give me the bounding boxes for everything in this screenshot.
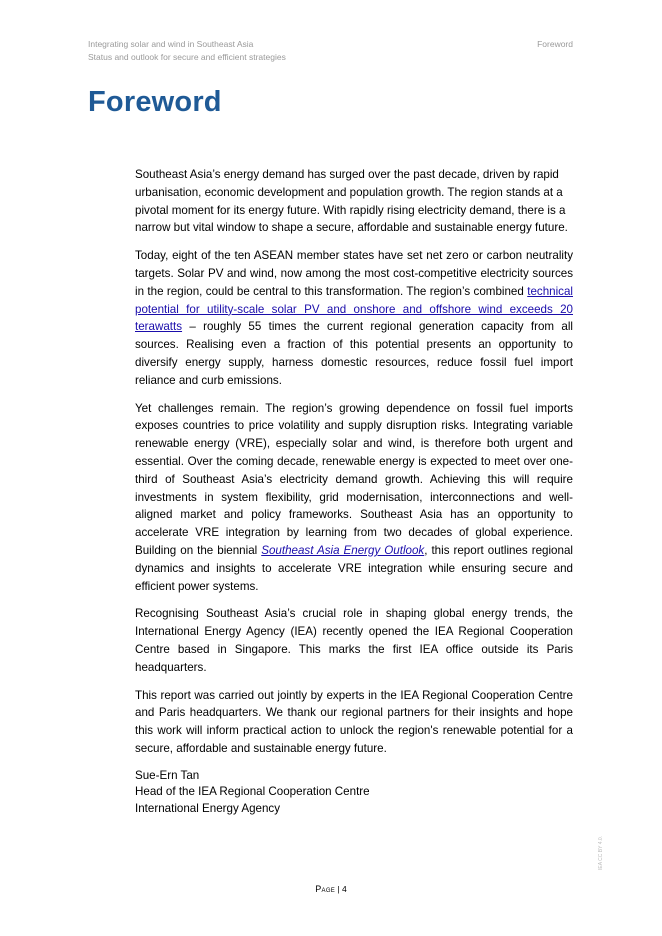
license-note: IEA CC BY 4.0.: [598, 835, 604, 870]
signature-org: International Energy Agency: [135, 801, 281, 815]
paragraph-3: [135, 400, 573, 596]
sea-energy-outlook-link[interactable]: Southeast Asia Energy Outlook: [261, 543, 425, 557]
paragraph-4: Recognising Southeast Asia’s crucial role in shaping global energy trends, the International Energy Agency (IEA) recently opened the IEA Regional Cooperation Centre based in Singapore. This marks the first IEA office outside its Paris headquarters.: [135, 607, 573, 674]
page-footer: [0, 884, 662, 894]
page-label: Page: [315, 884, 336, 894]
paragraph-2: [135, 247, 573, 389]
page-number: 4: [342, 884, 347, 894]
paragraph-2-text-b: – roughly 55 times the current regional generation capacity from all sources. Realising even a fraction of this potential presents an opportunity to diversify energy supply, harness domestic resources, reduce fossil fuel import reliance and curb emissions.: [135, 320, 573, 387]
foreword-body: [135, 166, 573, 817]
paragraph-3-text-b: , this report outlines regional dynamics and insights to accelerate VRE integration while ensuring secure and efficient power systems.: [135, 543, 573, 593]
technical-potential-link[interactable]: technical potential for utility-scale solar PV and onshore and offshore wind exceeds 20 terawatts: [135, 284, 573, 334]
header-doc-subtitle: Status and outlook for secure and efficient strategies: [88, 51, 286, 62]
signature-block: [135, 768, 573, 818]
page-separator: |: [335, 884, 343, 894]
paragraph-5: This report was carried out jointly by experts in the IEA Regional Cooperation Centre and Paris headquarters. We thank our regional partners for their insights and hope this work will inform practical action to unlock the region's renewable potential for a secure, affordable and sustainable energy future.: [135, 688, 573, 755]
header-doc-title: Integrating solar and wind in Southeast Asia: [88, 39, 254, 49]
signature-role: Head of the IEA Regional Cooperation Centre: [135, 785, 370, 799]
header-section: Foreword: [537, 39, 573, 49]
paragraph-2-text-a: Today, eight of the ten ASEAN member states have set net zero or carbon neutrality targets. Solar PV and wind, now among the most cost-competitive electricity sources in the region, could be central to this transformation. The region’s combined: [135, 249, 573, 298]
running-header: [88, 38, 286, 63]
paragraph-1: Southeast Asia’s energy demand has surged over the past decade, driven by rapid urbanisation, economic development and population growth. The region stands at a pivotal moment for its energy future. With rapidly rising electricity demand, there is a narrow but vital window to shape a secure, affordable and sustainable energy future.: [135, 168, 568, 235]
page-title: Foreword: [88, 86, 222, 118]
signature-name: Sue-Ern Tan: [135, 768, 200, 782]
paragraph-3-text-a: Yet challenges remain. The region’s growing dependence on fossil fuel imports exposes countries to price volatility and supply disruption risks. Integrating variable renewable energy (VRE), especially solar and wind, is therefore both urgent and essential. Over the coming decade, renewable energy is expected to meet over one-third of Southeast Asia’s electricity demand growth. Achieving this will require investments in system flexibility, grid modernisation, interconnections and well-aligned market and policy frameworks. Southeast Asia has an opportunity to accelerate VRE integration by learning from two decades of global experience. Building on the biennial: [135, 401, 573, 557]
